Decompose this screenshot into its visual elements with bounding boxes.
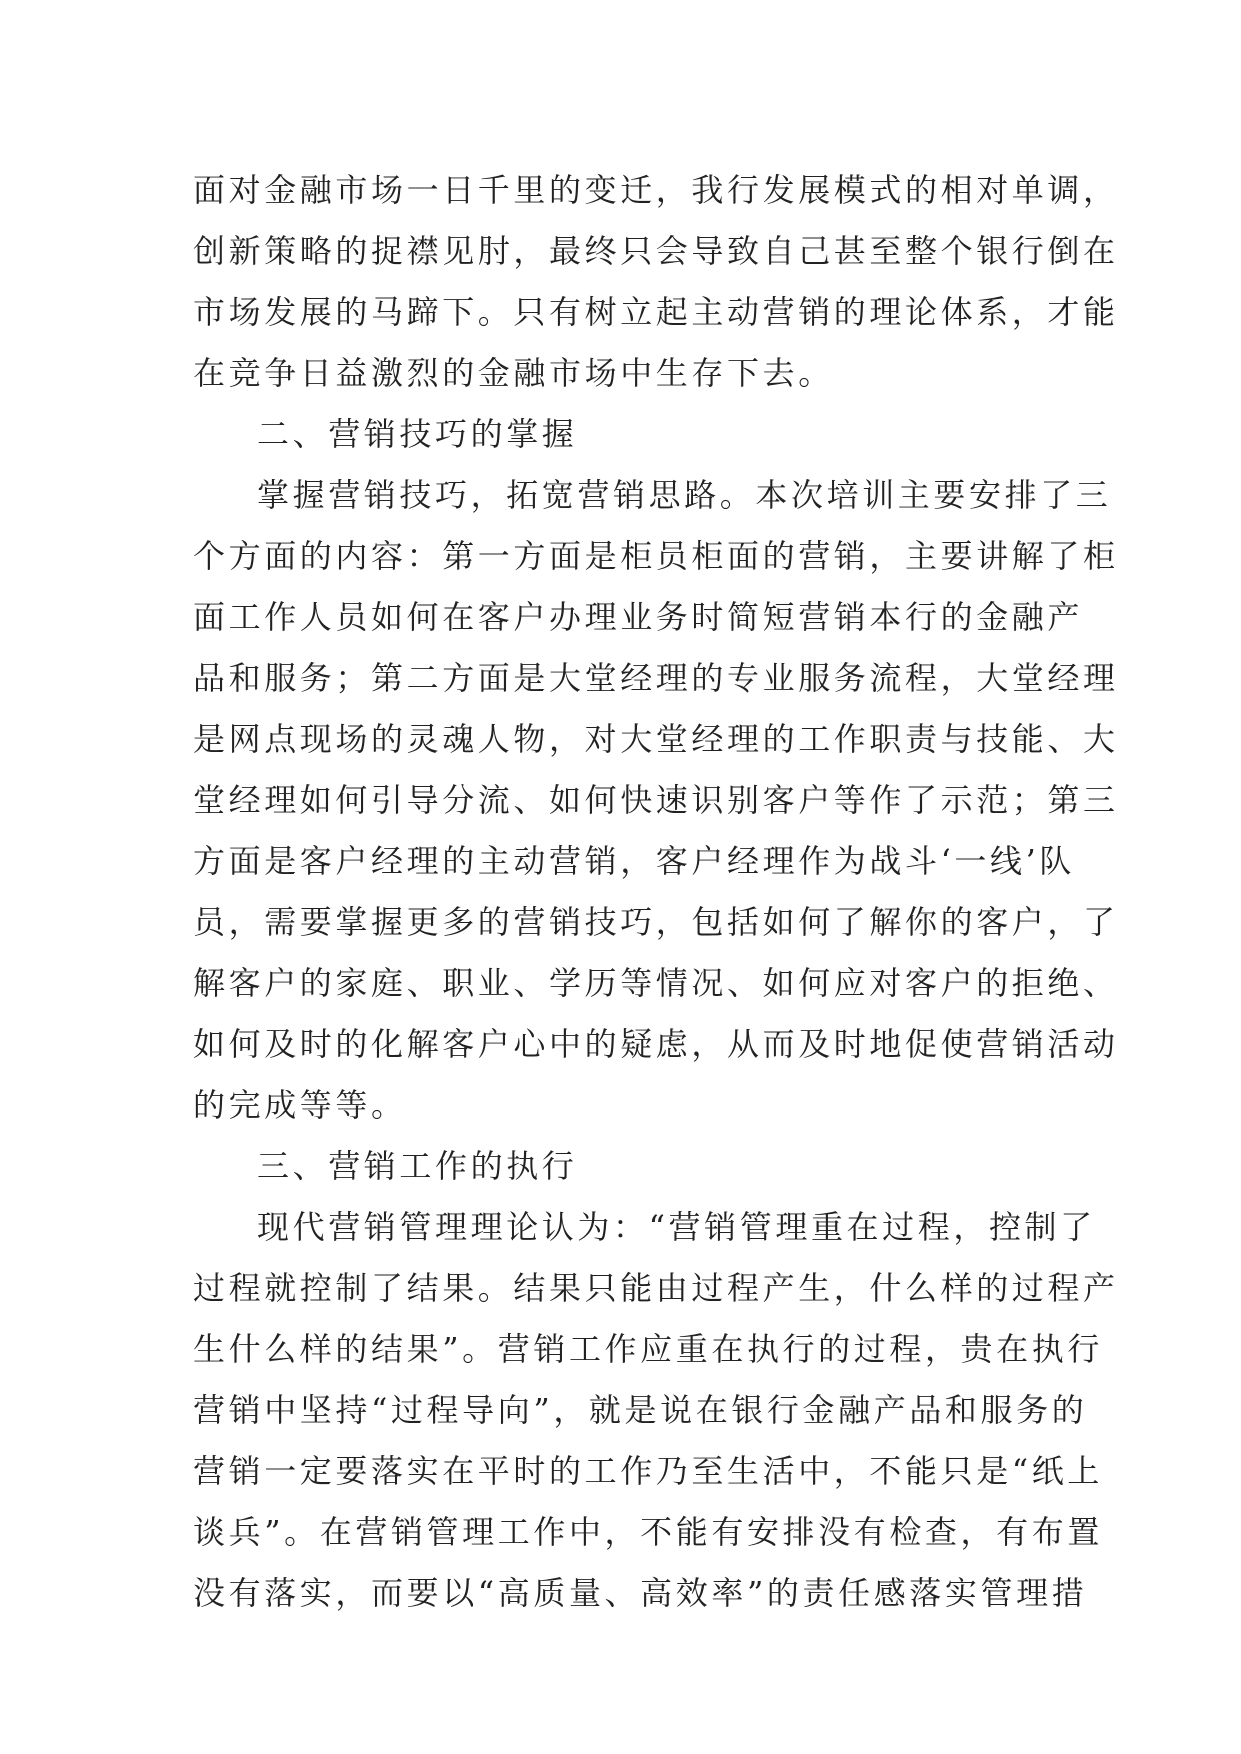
paragraph-line: 谈兵”。在营销管理工作中，不能有安排没有检查，有布置 [193, 1513, 1103, 1551]
paragraph-line: 是网点现场的灵魂人物，对大堂经理的工作职责与技能、大 [193, 720, 1119, 758]
paragraph-line: 解客户的家庭、职业、学历等情况、如何应对客户的拒绝、 [193, 964, 1119, 1002]
paragraph-line: 生什么样的结果”。营销工作应重在执行的过程，贵在执行 [193, 1330, 1103, 1368]
paragraph-line: 方面是客户经理的主动营销，客户经理作为战斗‘一线’队 [193, 842, 1075, 880]
paragraph-line: 现代营销管理理论认为：“营销管理重在过程，控制了 [257, 1208, 1096, 1246]
paragraph-line: 没有落实，而要以“高质量、高效率”的责任感落实管理措 [193, 1574, 1088, 1612]
section-heading: 二、营销技巧的掌握 [257, 415, 578, 453]
paragraph-line: 面对金融市场一日千里的变迁，我行发展模式的相对单调， [193, 171, 1119, 209]
paragraph-line: 员，需要掌握更多的营销技巧，包括如何了解你的客户，了 [193, 903, 1119, 941]
section-heading: 三、营销工作的执行 [257, 1147, 578, 1185]
paragraph-line: 市场发展的马蹄下。只有树立起主动营销的理论体系，才能 [193, 293, 1119, 331]
paragraph-line: 营销一定要落实在平时的工作乃至生活中，不能只是“纸上 [193, 1452, 1103, 1490]
paragraph-line: 面工作人员如何在客户办理业务时简短营销本行的金融产 [193, 598, 1084, 636]
paragraph-line: 掌握营销技巧，拓宽营销思路。本次培训主要安排了三 [257, 476, 1112, 514]
paragraph-line: 堂经理如何引导分流、如何快速识别客户等作了示范；第三 [193, 781, 1119, 819]
paragraph-line: 创新策略的捉襟见肘，最终只会导致自己甚至整个银行倒在 [193, 232, 1119, 270]
paragraph-line: 如何及时的化解客户心中的疑虑，从而及时地促使营销活动 [193, 1025, 1119, 1063]
paragraph-line: 个方面的内容：第一方面是柜员柜面的营销，主要讲解了柜 [193, 537, 1119, 575]
paragraph-line: 营销中坚持“过程导向”，就是说在银行金融产品和服务的 [193, 1391, 1088, 1429]
paragraph-line: 品和服务；第二方面是大堂经理的专业服务流程，大堂经理 [193, 659, 1119, 697]
paragraph-line: 的完成等等。 [193, 1086, 407, 1124]
document-body [193, 160, 1119, 1624]
paragraph-line: 过程就控制了结果。结果只能由过程产生，什么样的过程产 [193, 1269, 1119, 1307]
paragraph-line: 在竞争日益激烈的金融市场中生存下去。 [193, 354, 834, 392]
